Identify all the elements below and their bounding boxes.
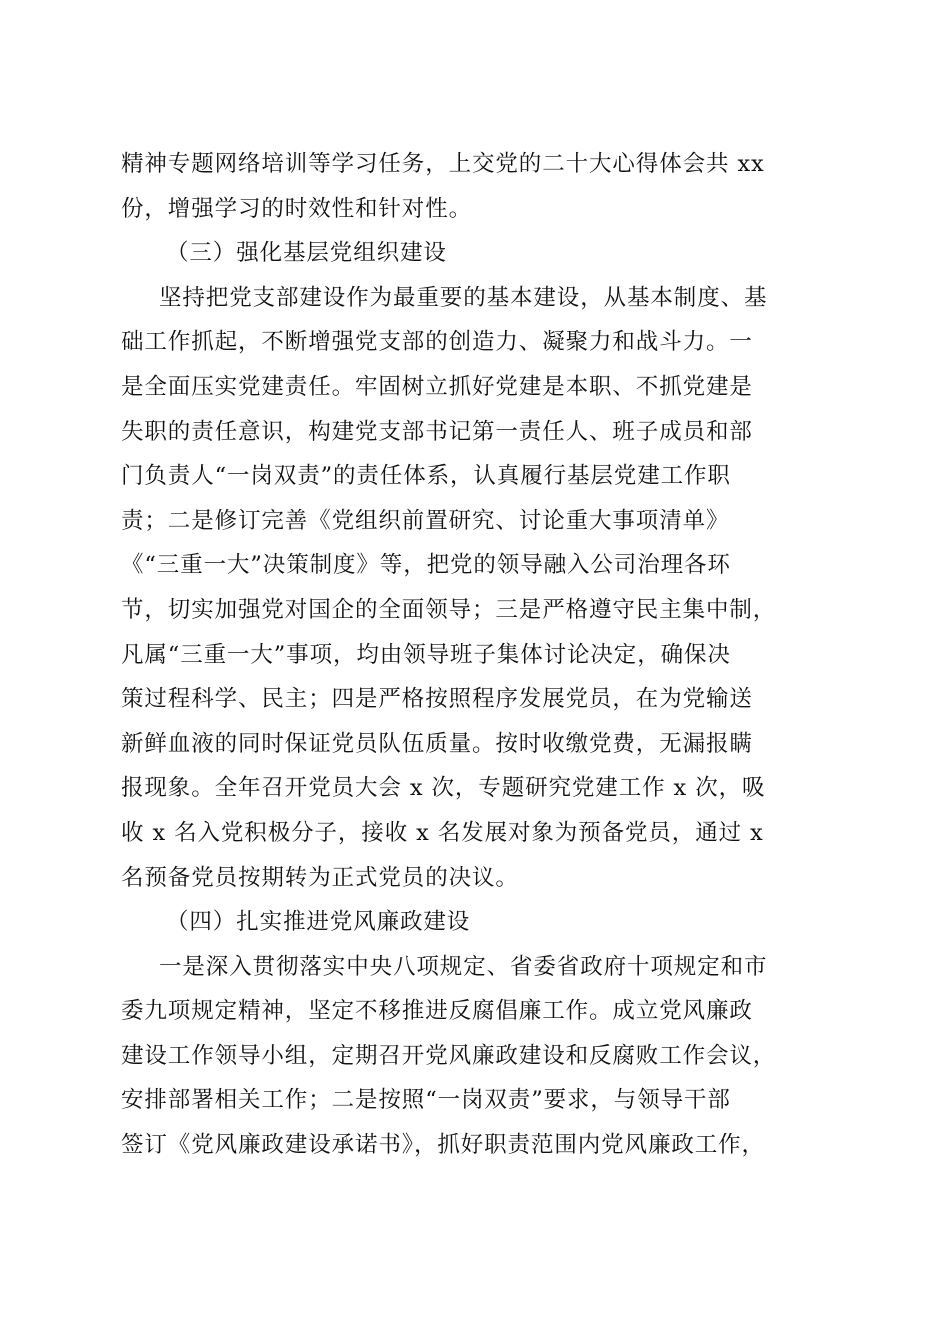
section-heading-4: （四）扎实推进党风廉政建设	[166, 909, 471, 936]
paragraph-first-line: 一是深入贯彻落实中央八项规定、省委省政府十项规定和市	[159, 953, 768, 980]
text-line: 建设工作领导小组，定期召开党风廉政建设和反腐败工作会议，	[121, 1042, 777, 1069]
text-line: 名预备党员按期转为正式党员的决议。	[121, 864, 519, 891]
text-line: 凡属“三重一大”事项，均由领导班子集体讨论决定，确保决	[121, 641, 731, 668]
text-line: 新鲜血液的同时保证党员队伍质量。按时收缴党费，无漏报瞒	[121, 730, 753, 757]
text-line: 份，增强学习的时效性和针对性。	[121, 195, 473, 222]
text-line: 委九项规定精神，坚定不移推进反腐倡廉工作。成立党风廉政	[121, 998, 753, 1025]
section-heading-3: （三）强化基层党组织建设	[166, 240, 447, 267]
text-line: 是全面压实党建责任。牢固树立抓好党建是本职、不抓党建是	[121, 373, 753, 400]
text-line: 责；二是修订完善《党组织前置研究、讨论重大事项清单》	[121, 507, 730, 534]
text-line: 收 x 名入党积极分子，接收 x 名发展对象为预备党员，通过 x	[121, 819, 764, 846]
text-line: 失职的责任意识，构建党支部书记第一责任人、班子成员和部	[121, 418, 753, 445]
text-line: 础工作抓起，不断增强党支部的创造力、凝聚力和战斗力。一	[121, 329, 753, 356]
text-line: 精神专题网络培训等学习任务，上交党的二十大心得体会共 xx	[121, 151, 765, 177]
text-line: 报现象。全年召开党员大会 x 次，专题研究党建工作 x 次，吸	[121, 775, 766, 802]
text-line: 《“三重一大”决策制度》等，把党的领导融入公司治理各环	[121, 552, 731, 579]
text-line: 签订《党风廉政建设承诺书》，抓好职责范围内党风廉政工作，	[121, 1132, 765, 1159]
text-line: 安排部署相关工作；二是按照“一岗双责”要求，与领导干部	[121, 1087, 731, 1114]
text-line: 策过程科学、民主；四是严格按照程序发展党员，在为党输送	[121, 686, 753, 713]
paragraph-first-line: 坚持把党支部建设作为最重要的基本建设，从基本制度、基	[159, 284, 768, 311]
text-line: 门负责人“一岗双责”的责任体系，认真履行基层党建工作职	[121, 463, 731, 490]
text-line: 节，切实加强党对国企的全面领导；三是严格遵守民主集中制，	[121, 596, 777, 623]
body-text	[121, 142, 833, 1168]
